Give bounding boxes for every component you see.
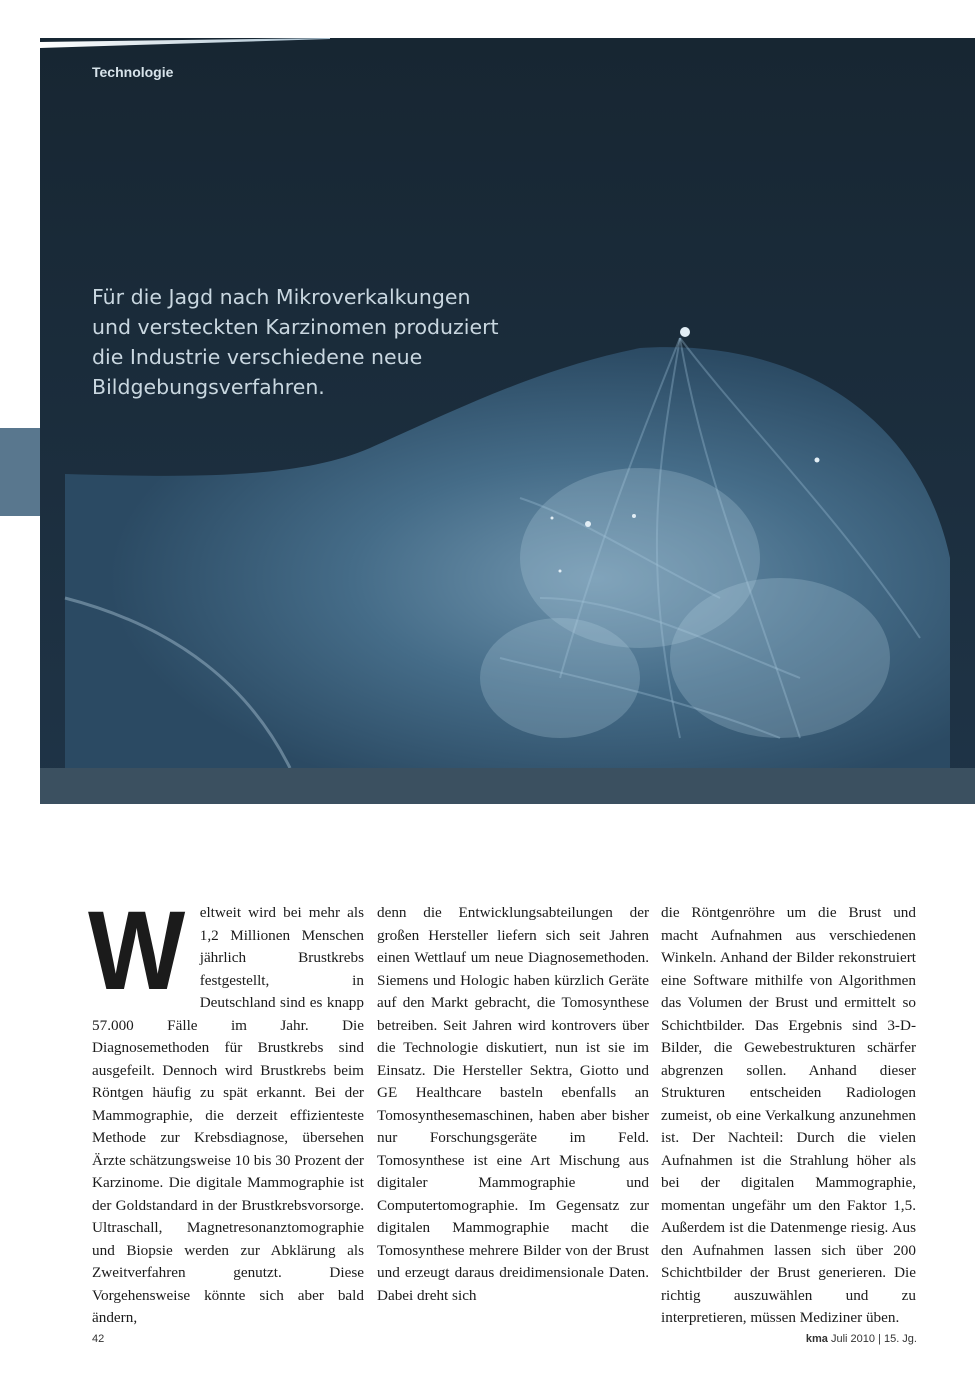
page-number: 42 <box>92 1333 105 1345</box>
column-1-text: eltweit wird bei mehr als 1,2 Millionen Menschen jährlich Brustkrebs festgestellt, in Deutschland sind es knapp 57.000 Fälle im Jahr. Die Diagnosemethoden für Brustkrebs sind ausgefeilt. Dennoch wird Brustkrebs beim Röntgen häufig zu spät erkannt. Bei der Mammographie, die derzeit effizienteste Methode zur Krebsdiagnose, übersehen Ärzte schätzungsweise 10 bis 30 Prozent der Karzinome. Die digitale Mammographie ist der Goldstandard in der Brustkrebsvorsorge. Ultraschall, Magnetresonanztomographie und Biopsie werden zur Abklärung als Zweitverfahren genutzt. Diese Vorgehensweise könnte sich aber bald ändern, <box>92 904 364 1326</box>
mammogram-photo <box>40 38 975 804</box>
section-rule <box>40 38 340 52</box>
issue-info: Juli 2010 | 15. Jg. <box>827 1333 917 1345</box>
side-tab <box>0 428 40 516</box>
mammogram-image <box>40 38 975 804</box>
image-caption: Für die Jagd nach Mikroverkalkungen und versteckten Karzinomen produziert die Industrie verschiedene neue Bildgebungsverfahren. <box>92 285 499 399</box>
article-column-1 <box>88 888 364 1330</box>
magazine-brand: kma <box>805 1333 828 1345</box>
footer-issue <box>806 1333 917 1345</box>
section-label: Technologie <box>92 64 174 80</box>
article-column-2: denn die Entwicklungsabteilungen der großen Hersteller liefern sich seit Jahren einen Wettlauf um neue Diagnosemethoden. Siemens und Hologic haben kürzlich Geräte auf den Markt gebracht, die Tomosynthese betreiben. Seit Jahren wird kontrovers über die Technologie diskutiert, nun ist sie im Einsatz. Die Hersteller Sektra, Giotto und GE Healthcare basteln ebenfalls an Tomosynthesemaschinen, haben aber bisher nur Forschungsgeräte im Feld. Tomosynthese ist eine Art Mischung aus digitaler Mammographie und Computertomographie. Im Gegensatz zur digitalen Mammographie macht die Tomosynthese mehrere Bilder von der Brust und erzeugt daraus dreidimensionale Daten. Dabei dreht sich <box>377 904 649 1304</box>
article-column-3: die Röntgenröhre um die Brust und macht Aufnahmen aus verschiedenen Winkeln. Anhand der Bilder rekonstruiert eine Software mithilfe von Algorithmen das Volumen der Brust und ermittelt so Schichtbilder. Das Ergebnis sind 3-D-Bilder, die Gewebestrukturen schärfer abgrenzen sollen. Anhand dieser Strukturen entscheiden Radiologen zumeist, ob eine Verkalkung anzunehmen ist. Der Nachteil: Durch die vielen Aufnahmen ist die Strahlung höher als bei der digitalen Mammographie, momentan ungefähr um den Faktor 1,5. Außerdem ist die Datenmenge riesig. Aus den Aufnahmen lassen sich über 200 Schichtbilder der Brust generieren. Die richtig auszuwählen und zu interpretieren, müssen Mediziner üben. <box>661 904 916 1326</box>
drop-cap: W <box>88 888 186 1013</box>
